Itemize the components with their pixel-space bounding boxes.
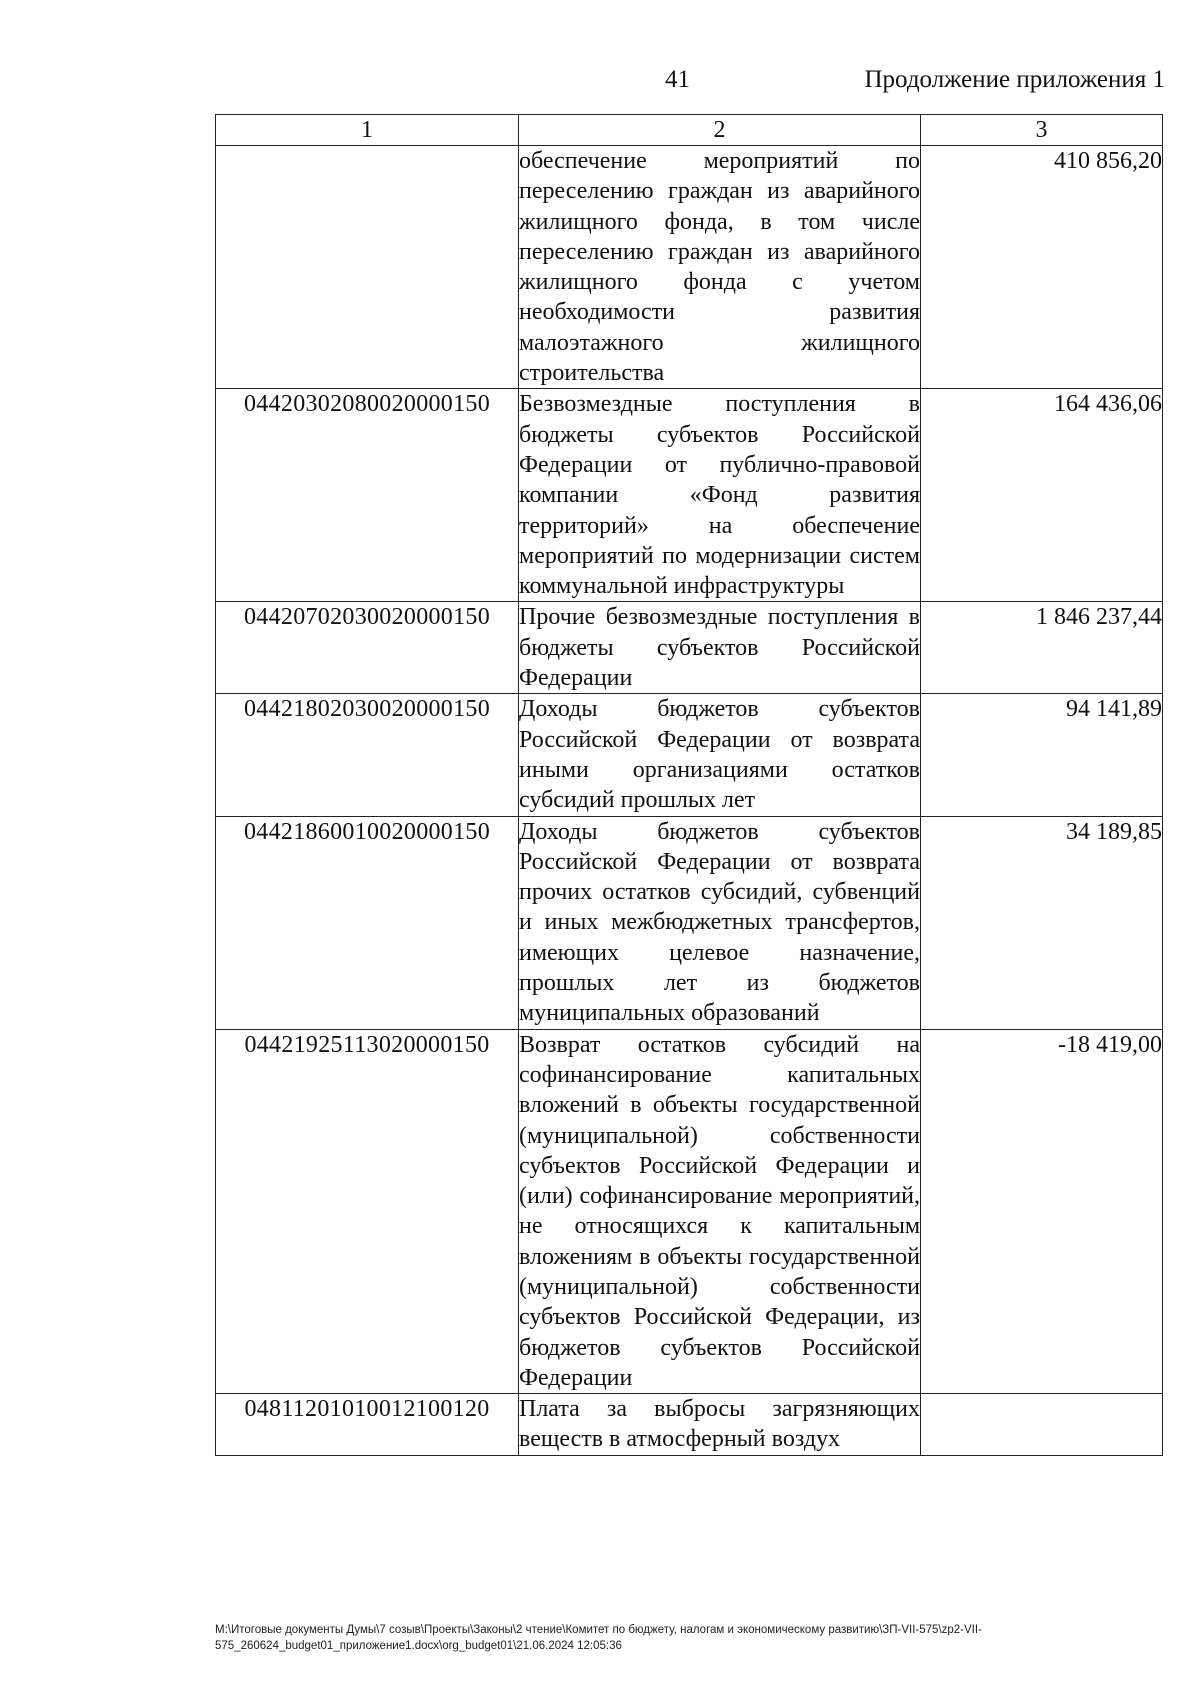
budget-revenue-table [215,114,1163,1456]
row-code: 04421860010020000150 [216,816,519,1029]
table-row [216,602,1163,694]
table-row [216,816,1163,1029]
column-header: 1 [216,115,519,146]
document-file-path-footer: M:\Итоговые документы Думы\7 созыв\Проекты\Законы\2 чтение\Комитет по бюджету, налогам и экономическому развитию\ЗП-VII-575\zp2-VII-575_260624_budget01_приложение1.docx\org_budget01\21.06.2024 12:05:36 [215,1624,982,1652]
amount-value: 34 189,85 [1066,818,1162,845]
table-row [216,1394,1163,1456]
row-code [216,146,519,389]
row-description: Безвозмездные поступления в бюджеты субъектов Российской Федерации от публично-правовой компании «Фонд развития территорий» на обеспечение мероприятий по модернизации систем коммунальной инфраструктуры [519,389,921,602]
row-description: Доходы бюджетов субъектов Российской Федерации от возврата иными организациями остатков субсидий прошлых лет [519,694,921,816]
row-amount [921,1394,1163,1456]
row-description: обеспечение мероприятий по переселению граждан из аварийного жилищного фонда, в том числе переселению граждан из аварийного жилищного фонда с учетом необходимости развития малоэтажного жилищного строительства [519,146,921,389]
row-amount [921,1029,1163,1394]
row-description: Плата за выбросы загрязняющих веществ в атмосферный воздух [519,1394,921,1456]
amount-value: 1 846 237,44 [1036,604,1162,631]
row-code: 04420702030020000150 [216,602,519,694]
row-amount [921,389,1163,602]
table-header-row [216,115,1163,146]
row-description: Доходы бюджетов субъектов Российской Федерации от возврата прочих остатков субсидий, субвенций и иных межбюджетных трансфертов, имеющих целевое назначение, прошлых лет из бюджетов муниципальных образований [519,816,921,1029]
table-row [216,389,1163,602]
row-amount [921,694,1163,816]
row-amount [921,816,1163,1029]
amount-value: 164 436,06 [1054,391,1162,418]
row-code: 04811201010012100120 [216,1394,519,1456]
table-row [216,146,1163,389]
row-code: 04421925113020000150 [216,1029,519,1394]
column-header: 2 [519,115,921,146]
table-row [216,1029,1163,1394]
amount-value: -18 419,00 [1058,1031,1162,1058]
column-header: 3 [921,115,1163,146]
row-description: Прочие безвозмездные поступления в бюджеты субъектов Российской Федерации [519,602,921,694]
row-code: 04421802030020000150 [216,694,519,816]
appendix-continuation-note: Продолжение приложения 1 [864,66,1165,93]
amount-value: 94 141,89 [1066,696,1162,723]
page-header [215,66,1165,106]
amount-value: 410 856,20 [1054,148,1162,174]
row-amount [921,602,1163,694]
row-amount [921,146,1163,389]
row-code: 04420302080020000150 [216,389,519,602]
row-description: Возврат остатков субсидий на софинансирование капитальных вложений в объекты государственной (муниципальной) собственности субъектов Российской Федерации и (или) софинансирование мероприятий, не относящихся к капитальным вложениям в объекты государственной (муниципальной) собственности субъектов Российской Федерации, из бюджетов субъектов Российской Федерации [519,1029,921,1394]
table-row [216,694,1163,816]
page-number: 41 [665,66,690,93]
